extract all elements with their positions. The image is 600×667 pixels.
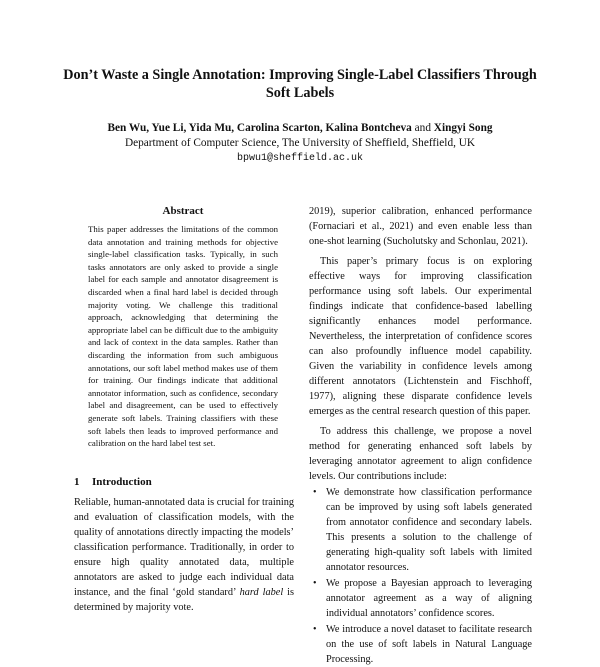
contributions-list (309, 485, 532, 667)
list-item (313, 485, 532, 575)
affiliation: Department of Computer Science, The University of Sheffield, Sheffield, UK (124, 137, 476, 149)
introduction-paragraph (74, 495, 294, 615)
section-number: 1 (74, 476, 80, 488)
abstract-heading: Abstract (162, 205, 204, 217)
abstract-text: This paper addresses the limitations of the common data annotation and training methods for objective single-label classification tasks. Typically, in such tasks annotators are only asked to provide a single label for each sample and annotator disagreement is discarded when a final hard label is decided through majority voting. We challenge this traditional approach, acknowledging that determining the appropriate label can be difficult due to the ambiguity and lack of context in the data samples. Rather than discarding the information from such ambiguous annotations, our soft label method makes use of them for training. Our findings indicate that additional annotator information, such as confidence, secondary label and disagreement, can be used to effectively generate soft labels. Training classifiers with these soft labels then leads to improved performance and calibration on the hard label test set. (88, 224, 278, 449)
challenge-paragraph: To address this challenge, we propose a novel method for generating enhanced soft labels by leveraging annotator agreement to align confidence levels. Our contributions include: (309, 426, 532, 482)
paper-title: Don’t Waste a Single Annotation: Improving Single-Label Classifiers Through Soft Labels (63, 67, 537, 101)
intro-italic-term: hard label (239, 587, 284, 598)
authors-and: and (414, 122, 431, 134)
list-item-text: We demonstrate how classification performance can be improved by using soft labels generated from annotator confidence and secondary labels. This presents a solution to the challenge of generating high-quality soft labels with limited annotator resources. (326, 487, 532, 573)
bullet-icon: • (313, 487, 317, 498)
section-title: Introduction (92, 476, 152, 488)
intro-text-after: is determined by majority vote. (74, 587, 295, 613)
bullet-icon: • (313, 578, 317, 589)
authors-last: Xingyi Song (433, 122, 493, 134)
section-heading-introduction (74, 475, 294, 489)
list-item-text: We introduce a novel dataset to facilitate research on the use of soft labels in Natural Language Processing. (326, 624, 532, 665)
intro-text-before: Reliable, human-annotated data is crucial for training and evaluation of classification models, with the quality of annotations directly impacting the models’ classification performance. Traditionally, in order to ensure high quality annotated data, multiple annotators are asked to judge each individual data instance, and the final ‘gold standard’ (74, 497, 294, 598)
contact-email: bpwu1@sheffield.ac.uk (236, 153, 364, 164)
list-item (313, 622, 532, 667)
right-column (309, 204, 532, 667)
focus-paragraph: This paper’s primary focus is on exploring effective ways for improving classification performance using soft labels. Our experimental findings indicate that confidence-based labelling significantly enhances model performance. Nevertheless, the interpretation of confidence scores can also profoundly influence model capability. Given the variability in confidence levels among different annotators (Lichtenstein and Fischhoff, 1977), aligning these disparate confidence levels emerges as the central research question of this paper. (309, 256, 532, 417)
list-item-text: We propose a Bayesian approach to leveraging annotator agreement as a way of aligning individual annotators’ confidence scores. (326, 578, 532, 619)
continuation-paragraph: 2019), superior calibration, enhanced performance (Fornaciari et al., 2021) and even enable less than one-shot learning (Sucholutsky and Schonlau, 2021). (309, 206, 532, 247)
authors-main: Ben Wu, Yue Li, Yida Mu, Carolina Scarton, Kalina Bontcheva (107, 122, 412, 134)
author-list (40, 121, 560, 136)
bullet-icon: • (313, 624, 317, 635)
list-item (313, 576, 532, 621)
